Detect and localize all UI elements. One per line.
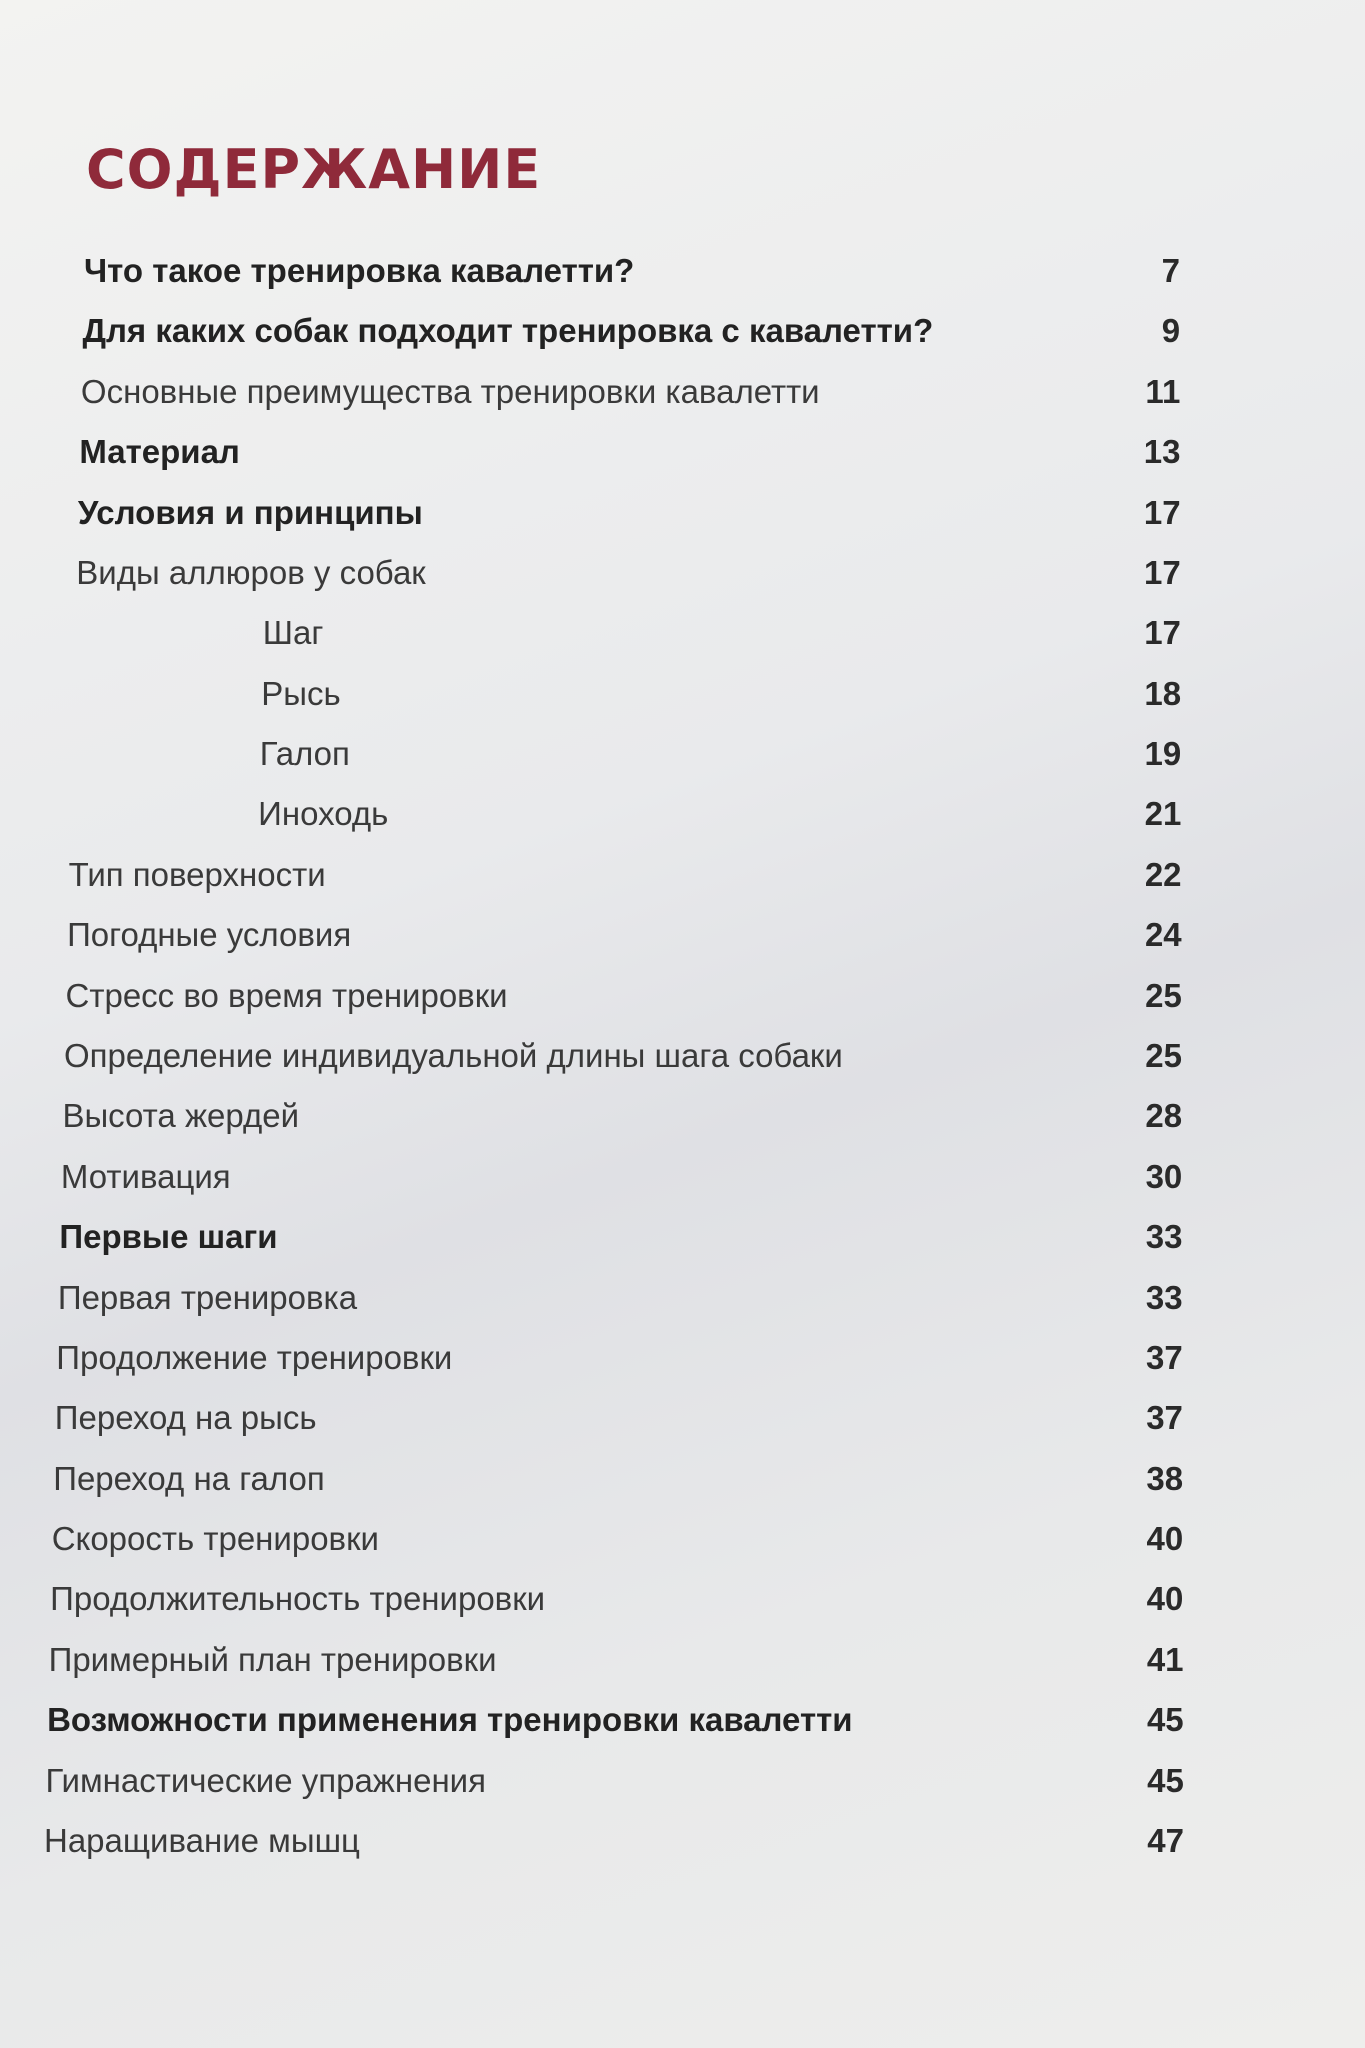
toc-entry-page-number: 11 [1145, 372, 1181, 410]
toc-entry [263, 610, 1181, 656]
toc-entry-page-number: 40 [1146, 1580, 1184, 1618]
toc-entry [61, 1154, 1182, 1200]
toc-entry [50, 1576, 1183, 1622]
toc-entry-page-number: 19 [1144, 735, 1182, 773]
toc-entry-page-number: 47 [1147, 1822, 1184, 1859]
toc-entry-page-number: 45 [1146, 1701, 1184, 1739]
toc-entry [44, 1818, 1184, 1864]
toc-entry-page-number: 13 [1143, 433, 1181, 471]
toc-entry-title: Для каких собак подходит тренировка с кавалетти? [82, 312, 934, 350]
toc-entry-page-number: 40 [1146, 1520, 1184, 1558]
toc-entry [79, 429, 1180, 475]
toc-entry [52, 1516, 1184, 1562]
toc-entry-page-number: 25 [1145, 1037, 1182, 1074]
toc-entry [62, 1093, 1182, 1139]
toc-entry [59, 1214, 1182, 1260]
toc-entry [58, 1275, 1183, 1321]
toc-entry-page-number: 30 [1145, 1157, 1183, 1195]
toc-entry-title: Примерный план тренировки [48, 1640, 497, 1678]
toc-entry-page-number: 17 [1144, 614, 1181, 652]
toc-entry-page-number: 38 [1146, 1459, 1184, 1497]
toc-entry [82, 308, 1180, 354]
toc-entry-page-number: 41 [1146, 1640, 1184, 1678]
toc-entry-title: Погодные условия [67, 916, 352, 954]
toc-entry-title: Галоп [259, 735, 350, 773]
toc-entry-page-number: 33 [1145, 1218, 1183, 1256]
toc-entry-title: Первая тренировка [57, 1278, 358, 1316]
toc-entry-title: Условия и принципы [77, 493, 423, 531]
toc-entry-page-number: 17 [1143, 493, 1181, 531]
toc-entry-page-number: 37 [1146, 1399, 1183, 1437]
toc-entry-title: Виды аллюров у собак [76, 553, 426, 591]
toc-entry [67, 912, 1182, 958]
toc-entry-title: Скорость тренировки [51, 1520, 379, 1558]
toc-entry [69, 852, 1182, 898]
toc-entry-title: Гимнастические упражнения [45, 1761, 486, 1799]
toc-entry-title: Иноходь [258, 795, 389, 833]
toc-entry [46, 1758, 1184, 1804]
toc-entry-title: Материал [79, 433, 240, 471]
toc-entry-title: Тип поверхности [68, 855, 326, 893]
toc-entry-page-number: 28 [1145, 1097, 1183, 1135]
toc-entry-title: Продолжение тренировки [56, 1338, 453, 1376]
toc-entry-title: Переход на галоп [53, 1459, 325, 1497]
toc-entry [53, 1456, 1183, 1502]
toc-entry-page-number: 9 [1161, 312, 1181, 350]
toc-entry-page-number: 45 [1147, 1761, 1184, 1799]
toc-entry-title: Мотивация [60, 1157, 231, 1195]
toc-entry [49, 1637, 1184, 1683]
toc-entry [261, 671, 1181, 717]
toc-entry-page-number: 7 [1161, 252, 1180, 289]
toc-entry [260, 731, 1182, 777]
toc-entry [64, 1033, 1182, 1079]
toc-entry-title: Стресс во время тренировки [65, 976, 508, 1014]
toc-entry-page-number: 21 [1144, 795, 1182, 833]
toc-entry-page-number: 33 [1145, 1278, 1183, 1316]
toc-entry [66, 973, 1182, 1019]
toc-entry-title: Шаг [262, 614, 324, 652]
toc-entry-title: Основные преимущества тренировки кавалетти [80, 372, 820, 410]
toc-entry-page-number: 17 [1144, 553, 1181, 591]
toc-entry-title: Высота жердей [62, 1097, 300, 1135]
toc-entry-title: Что такое тренировка кавалетти? [84, 252, 635, 289]
toc-entry [47, 1697, 1184, 1743]
toc-entry [81, 369, 1180, 415]
toc-entry [56, 1335, 1182, 1381]
toc-entry-title: Наращивание мышц [44, 1822, 360, 1859]
toc-entry-page-number: 24 [1144, 916, 1182, 954]
toc-entry [258, 791, 1181, 837]
toc-entry-title: Продолжительность тренировки [50, 1580, 546, 1618]
toc-entry [55, 1395, 1183, 1441]
toc-entry-title: Переход на рысь [54, 1399, 317, 1437]
toc-entry-page-number: 18 [1144, 674, 1182, 712]
toc-entry-title: Рысь [261, 674, 341, 712]
toc-entry-title: Возможности применения тренировки кавалетти [47, 1701, 853, 1739]
toc-entry [84, 248, 1180, 294]
toc-entry [78, 490, 1181, 536]
toc-entry-page-number: 25 [1145, 976, 1182, 1014]
toc-entry-title: Первые шаги [59, 1218, 278, 1256]
toc-entry [76, 550, 1180, 596]
toc-entry-title: Определение индивидуальной длины шага собаки [64, 1037, 843, 1074]
toc-entry-page-number: 37 [1146, 1338, 1183, 1376]
toc-entry-page-number: 22 [1144, 855, 1182, 893]
page-title: СОДЕРЖАНИЕ [86, 138, 542, 201]
